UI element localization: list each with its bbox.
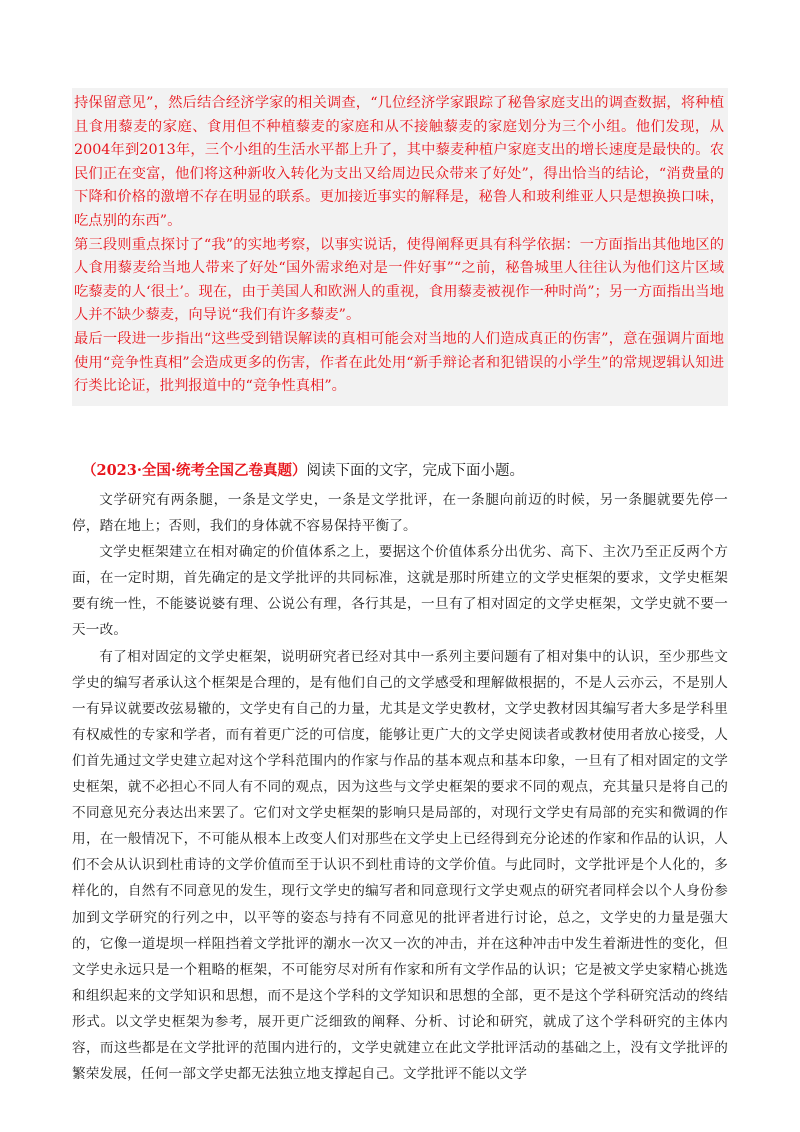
answer-analysis-text <box>72 88 728 399</box>
question-heading <box>82 460 732 482</box>
passage-paragraph: 有了相对固定的文学史框架，说明研究者已经对其中一系列主要问题有了相对集中的认识，至少那些文学史的编写者承认这个框架是合理的，是有他们自己的文学感受和理解做根据的，不是人云亦云，不是别人一有异议就要改弦易辙的，文学史有自己的力量，尤其是文学史教材，文学史教材因其编写者大多是学科里有权威性的专家和学者，而有着更广泛的可信度，能够让更广大的文学史阅读者或教材使用者放心接受，人们首先通过文学史建立起对这个学科范围内的作家与作品的基本观点和基本印象，一旦有了相对固定的文学史框架，就不必担心不同人有不同的观点，因为这些与文学史框架的要求不同的观点，充其量只是将自己的不同意见充分表达出来罢了。它们对文学史框架的影响只是局部的，对现行文学史有局部的充实和微调的作用，在一般情况下，不可能从根本上改变人们对那些在文学史上已经得到充分论述的作家和作品的认识，人们不会从认识到杜甫诗的文学价值而至于认识不到杜甫诗的文学价值。与此同时，文学批评是个人化的，多样化的，自然有不同意见的发生，现行文学史的编写者和同意现行文学史观点的研究者同样会以个人身份参加到文学研究的行列之中，以平等的姿态与持有不同意见的批评者进行讨论，总之，文学史的力量是强大的，它像一道堤坝一样阻挡着文学批评的潮水一次又一次的冲击，并在这种冲击中发生着渐进性的变化，但文学史永远只是一个粗略的框架，不可能穷尽对所有作家和所有文学作品的认识；它是被文学史家精心挑选和组织起来的文学知识和思想，而不是这个学科的文学知识和思想的全部，更不是这个学科研究活动的终结形式。以文学史框架为参考，展开更广泛细致的阐释、分析、讨论和研究，就成了这个学科研究的主体内容，而这些都是在文学批评的范围内进行的，文学史就建立在此文学批评活动的基础之上，没有文学批评的繁荣发展，任何一部文学史都无法独立地支撑起自己。文学批评不能以文学 <box>72 648 728 1083</box>
answer-paragraph: 持保留意见”，然后结合经济学家的相关调查，“几位经济学家跟踪了秘鲁家庭支出的调查数据，将种植且食用藜麦的家庭、食用但不种植藜麦的家庭和从不接触藜麦的家庭划分为三个小组。他们发现，从2004年到2013年，三个小组的生活水平都上升了，其中藜麦种植户家庭支出的增长速度是最快的。农民们正在变富，他们将这种新收入转化为支出又给周边民众带来了好处”，得出恰当的结论，“消费量的下降和价格的激增不存在明显的联系。更加接近事实的解释是，秘鲁人和玻利维亚人只是想换换口味，吃点别的东西”。 <box>74 95 724 229</box>
exam-source-tag: （2023·全国·统考全国乙卷真题） <box>82 462 307 479</box>
answer-paragraph: 第三段则重点探讨了“我”的实地考察，以事实说话，使得阐释更具有科学依据：一方面指出其他地区的人食用藜麦给当地人带来了好处“国外需求绝对是一件好事”“之前，秘鲁城里人往往认为他们这片区域吃藜麦的人‘很土’。现在，由于美国人和欧洲人的重视，食用藜麦被视作一种时尚”；另一方面指出当地人并不缺少藜麦，向导说“我们有许多藜麦”。 <box>74 236 724 324</box>
passage-paragraph: 文学史框架建立在相对确定的价值体系之上，要据这个价值体系分出优劣、高下、主次乃至正反两个方面，在一定时期，首先确定的是文学批评的共同标准，这就是那时所建立的文学史框架的要求，文学史框架要有统一性，不能婆说婆有理、公说公有理，各行其是，一旦有了相对固定的文学史框架，文学史就不要一天一改。 <box>72 544 728 639</box>
answer-analysis-box <box>72 88 728 406</box>
passage-paragraph: 文学研究有两条腿，一条是文学史，一条是文学批评，在一条腿向前迈的时候，另一条腿就要先停一停，踏在地上；否则，我们的身体就不容易保持平衡了。 <box>72 492 728 535</box>
question-instruction: 阅读下面的文字，完成下面小题。 <box>306 463 524 479</box>
reading-passage <box>72 487 728 1087</box>
answer-paragraph: 最后一段进一步指出“这些受到错误解读的真相可能会对当地的人们造成真正的伤害”，意在强调片面地使用“竞争性真相”会造成更多的伤害，作者在此处用“新手辩论者和犯错误的小学生”的常规逻辑认知进行类比论证，批判报道中的“竞争性真相”。 <box>74 330 724 395</box>
